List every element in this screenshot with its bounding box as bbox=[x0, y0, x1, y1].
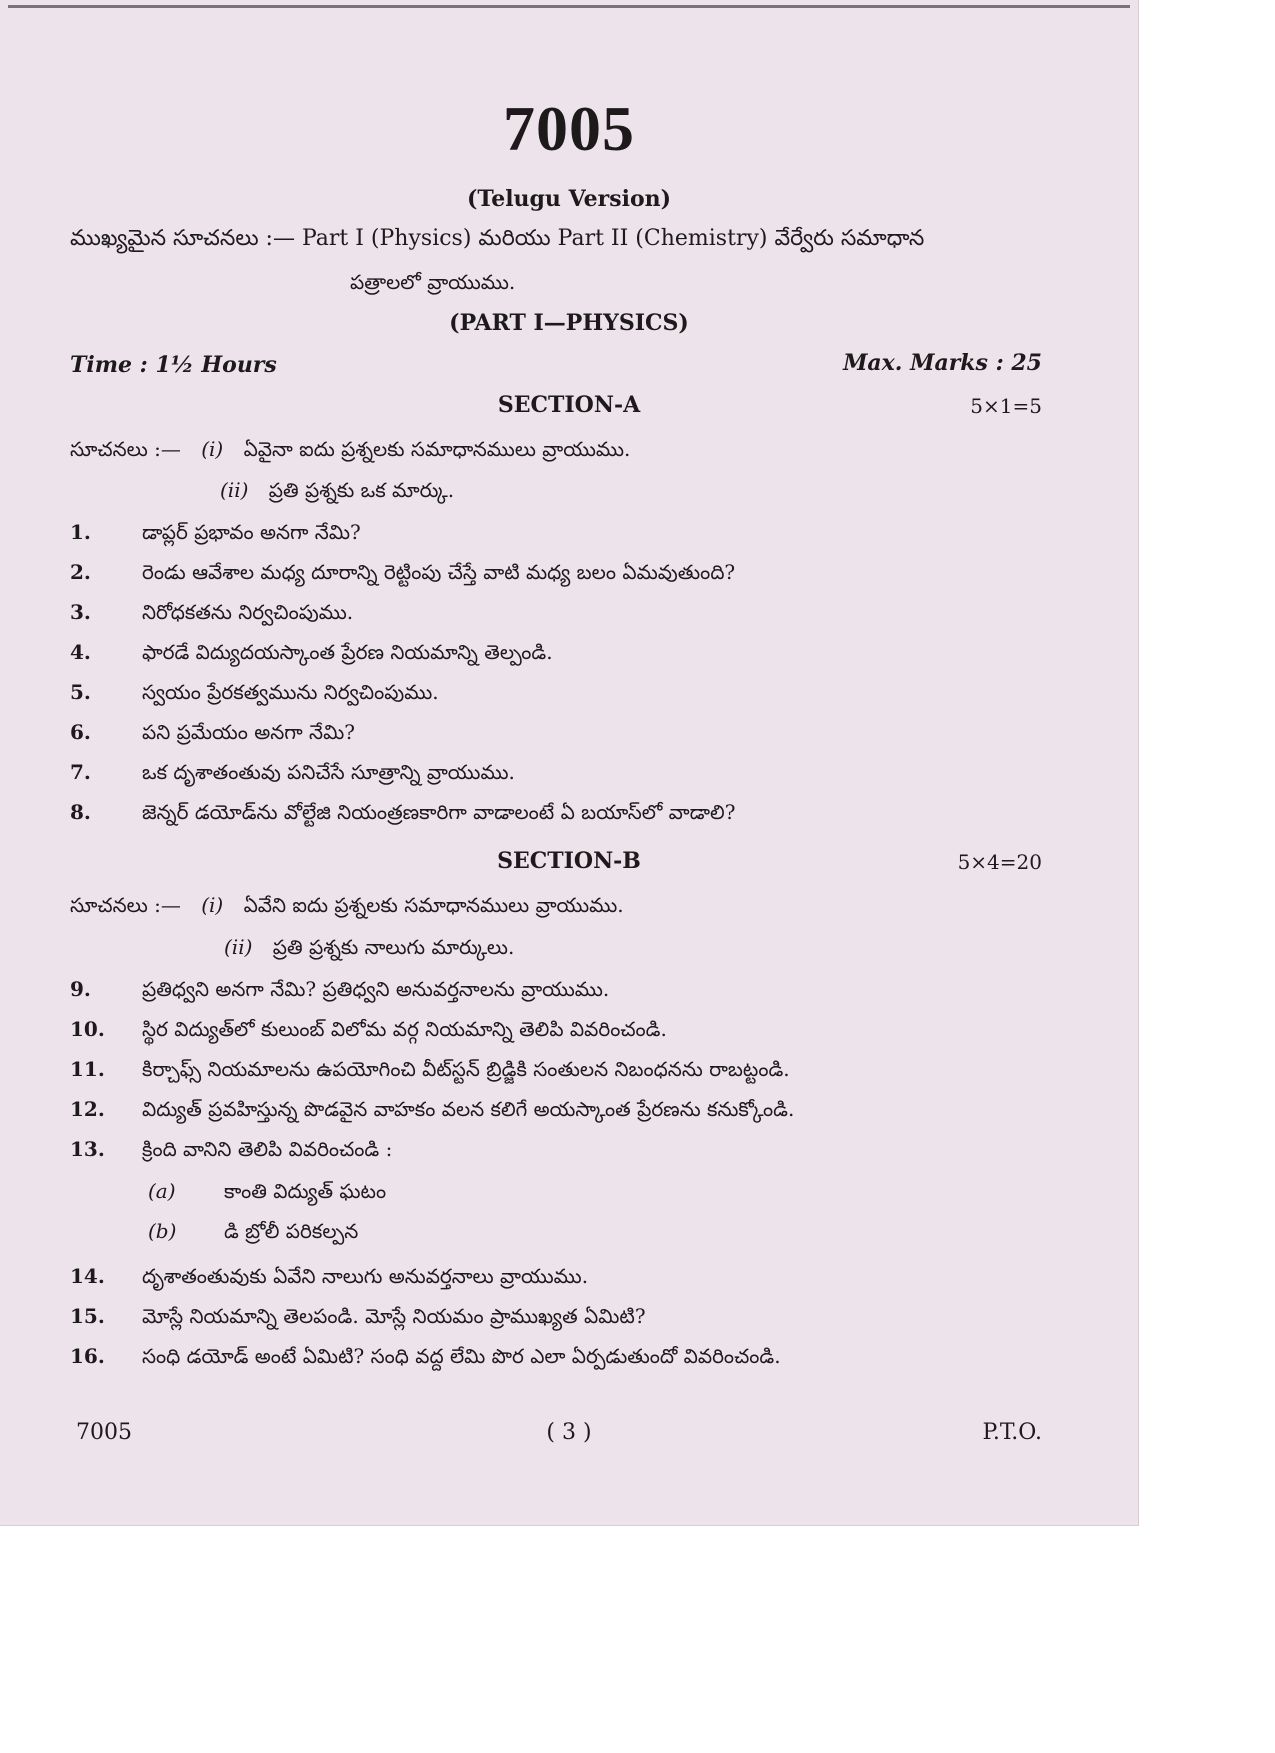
question-number: 16. bbox=[70, 1344, 105, 1368]
question-6 bbox=[70, 720, 355, 749]
note-number: (ii) bbox=[220, 478, 249, 502]
note-text: ఏవేని ఐదు ప్రశ్నలకు సమాధానములు వ్రాయుము. bbox=[243, 893, 624, 917]
important-instruction-cont: పత్రాలలో వ్రాయుము. bbox=[350, 270, 516, 294]
paper-code: 7005 bbox=[503, 93, 635, 164]
question-7 bbox=[70, 760, 515, 789]
question-number: 14. bbox=[70, 1264, 105, 1288]
note-label: సూచనలు :— bbox=[70, 437, 181, 461]
time-allowed: Time : 1½ Hours bbox=[70, 352, 277, 378]
section-a-note-2 bbox=[220, 478, 454, 507]
question-number: 13. bbox=[70, 1137, 105, 1161]
question-text: ఒక దృశాతంతువు పనిచేసే సూత్రాన్ని వ్రాయుము. bbox=[142, 760, 515, 784]
question-13-part-a bbox=[148, 1179, 386, 1208]
question-text: క్రింది వానిని తెలిపి వివరించండి : bbox=[142, 1137, 393, 1161]
note-number: (i) bbox=[201, 437, 224, 461]
question-number: 1. bbox=[70, 520, 91, 544]
question-number: 15. bbox=[70, 1304, 105, 1328]
question-12 bbox=[70, 1097, 794, 1126]
page-top-edge bbox=[8, 5, 1130, 8]
question-text: సంధి డయోడ్ అంటే ఏమిటి? సంధి వద్ద లేమి పొర ఎలా ఏర్పడుతుందో వివరించండి. bbox=[142, 1344, 781, 1368]
note-label: సూచనలు :— bbox=[70, 893, 181, 917]
question-number: 9. bbox=[70, 977, 91, 1001]
question-4 bbox=[70, 640, 553, 669]
question-text: స్వయం ప్రేరకత్వమును నిర్వచింపుము. bbox=[142, 680, 439, 704]
note-text: ఏవైనా ఐదు ప్రశ్నలకు సమాధానములు వ్రాయుము. bbox=[243, 437, 631, 461]
section-a-title: SECTION-A bbox=[497, 392, 641, 418]
question-9 bbox=[70, 977, 609, 1006]
question-text: జెన్నర్ డయోడ్‌ను వోల్టేజి నియంత్రణకారిగా వాడాలంటే ఏ బయాస్‌లో వాడాలి? bbox=[142, 800, 736, 824]
page-number: ( 3 ) bbox=[546, 1420, 592, 1445]
part-title: (PART I—PHYSICS) bbox=[449, 310, 689, 336]
please-turn-over: P.T.O. bbox=[982, 1420, 1042, 1445]
question-13 bbox=[70, 1137, 392, 1166]
sub-label: (a) bbox=[148, 1179, 176, 1203]
note-text: ప్రతి ప్రశ్నకు నాలుగు మార్కులు. bbox=[272, 935, 515, 959]
section-b-marks: 5×4=20 bbox=[957, 850, 1042, 874]
question-text: రెండు ఆవేశాల మధ్య దూరాన్ని రెట్టింపు చేస్తే వాటి మధ్య బలం ఏమవుతుంది? bbox=[142, 560, 736, 584]
section-a-marks: 5×1=5 bbox=[970, 394, 1042, 418]
question-text: ఫారడే విద్యుదయస్కాంత ప్రేరణ నియమాన్ని తెల్పండి. bbox=[142, 640, 553, 664]
question-10 bbox=[70, 1017, 667, 1046]
sub-text: డి బ్రోలీ పరికల్పన bbox=[224, 1219, 359, 1243]
important-instruction: ముఖ్యమైన సూచనలు :— Part I (Physics) మరియు Part II (Chemistry) వేర్వేరు సమాధాన bbox=[70, 226, 925, 251]
section-b-note-2 bbox=[224, 935, 514, 964]
version-label: (Telugu Version) bbox=[466, 186, 672, 212]
question-8 bbox=[70, 800, 735, 829]
question-text: కిర్చాఫ్స్ నియమాలను ఉపయోగించి వీట్‌స్టన్ బ్రిడ్జికి సంతులన నిబంధనను రాబట్టండి. bbox=[142, 1057, 790, 1081]
section-a-note-1 bbox=[70, 437, 630, 466]
sub-text: కాంతి విద్యుత్ ఘటం bbox=[224, 1179, 387, 1203]
question-number: 7. bbox=[70, 760, 91, 784]
question-text: డాప్లర్ ప్రభావం అనగా నేమి? bbox=[142, 520, 361, 544]
question-text: పని ప్రమేయం అనగా నేమి? bbox=[142, 720, 355, 744]
question-text: విద్యుత్ ప్రవహిస్తున్న పొడవైన వాహకం వలన కలిగే అయస్కాంత ప్రేరణను కనుక్కోండి. bbox=[142, 1097, 795, 1121]
max-marks: Max. Marks : 25 bbox=[843, 350, 1042, 376]
question-15 bbox=[70, 1304, 646, 1333]
question-number: 2. bbox=[70, 560, 91, 584]
question-number: 3. bbox=[70, 600, 91, 624]
question-number: 11. bbox=[70, 1057, 105, 1081]
question-number: 12. bbox=[70, 1097, 105, 1121]
note-number: (ii) bbox=[224, 935, 253, 959]
question-1 bbox=[70, 520, 361, 549]
note-text: ప్రతి ప్రశ్నకు ఒక మార్కు. bbox=[268, 478, 455, 502]
section-b-title: SECTION-B bbox=[497, 848, 641, 874]
section-b-note-1 bbox=[70, 893, 624, 922]
footer-paper-code: 7005 bbox=[76, 1420, 132, 1445]
question-11 bbox=[70, 1057, 790, 1086]
question-3 bbox=[70, 600, 353, 629]
question-text: ప్రతిధ్వని అనగా నేమి? ప్రతిధ్వని అనువర్తనాలను వ్రాయుము. bbox=[142, 977, 610, 1001]
question-text: స్థిర విద్యుత్‌లో కులుంబ్ విలోమ వర్గ నియమాన్ని తెలిపి వివరించండి. bbox=[142, 1017, 667, 1041]
question-number: 10. bbox=[70, 1017, 105, 1041]
question-2 bbox=[70, 560, 735, 589]
sub-label: (b) bbox=[148, 1219, 177, 1243]
question-number: 5. bbox=[70, 680, 91, 704]
question-number: 4. bbox=[70, 640, 91, 664]
question-13-part-b bbox=[148, 1219, 358, 1248]
question-text: నిరోధకతను నిర్వచింపుము. bbox=[142, 600, 354, 624]
note-number: (i) bbox=[201, 893, 224, 917]
question-number: 6. bbox=[70, 720, 91, 744]
question-5 bbox=[70, 680, 439, 709]
question-14 bbox=[70, 1264, 588, 1293]
question-text: మోస్లే నియమాన్ని తెలపండి. మోస్లే నియమం ప్రాముఖ్యత ఏమిటి? bbox=[142, 1304, 646, 1328]
question-16 bbox=[70, 1344, 781, 1373]
question-text: దృశాతంతువుకు ఏవేని నాలుగు అనువర్తనాలు వ్రాయుము. bbox=[142, 1264, 589, 1288]
question-number: 8. bbox=[70, 800, 91, 824]
